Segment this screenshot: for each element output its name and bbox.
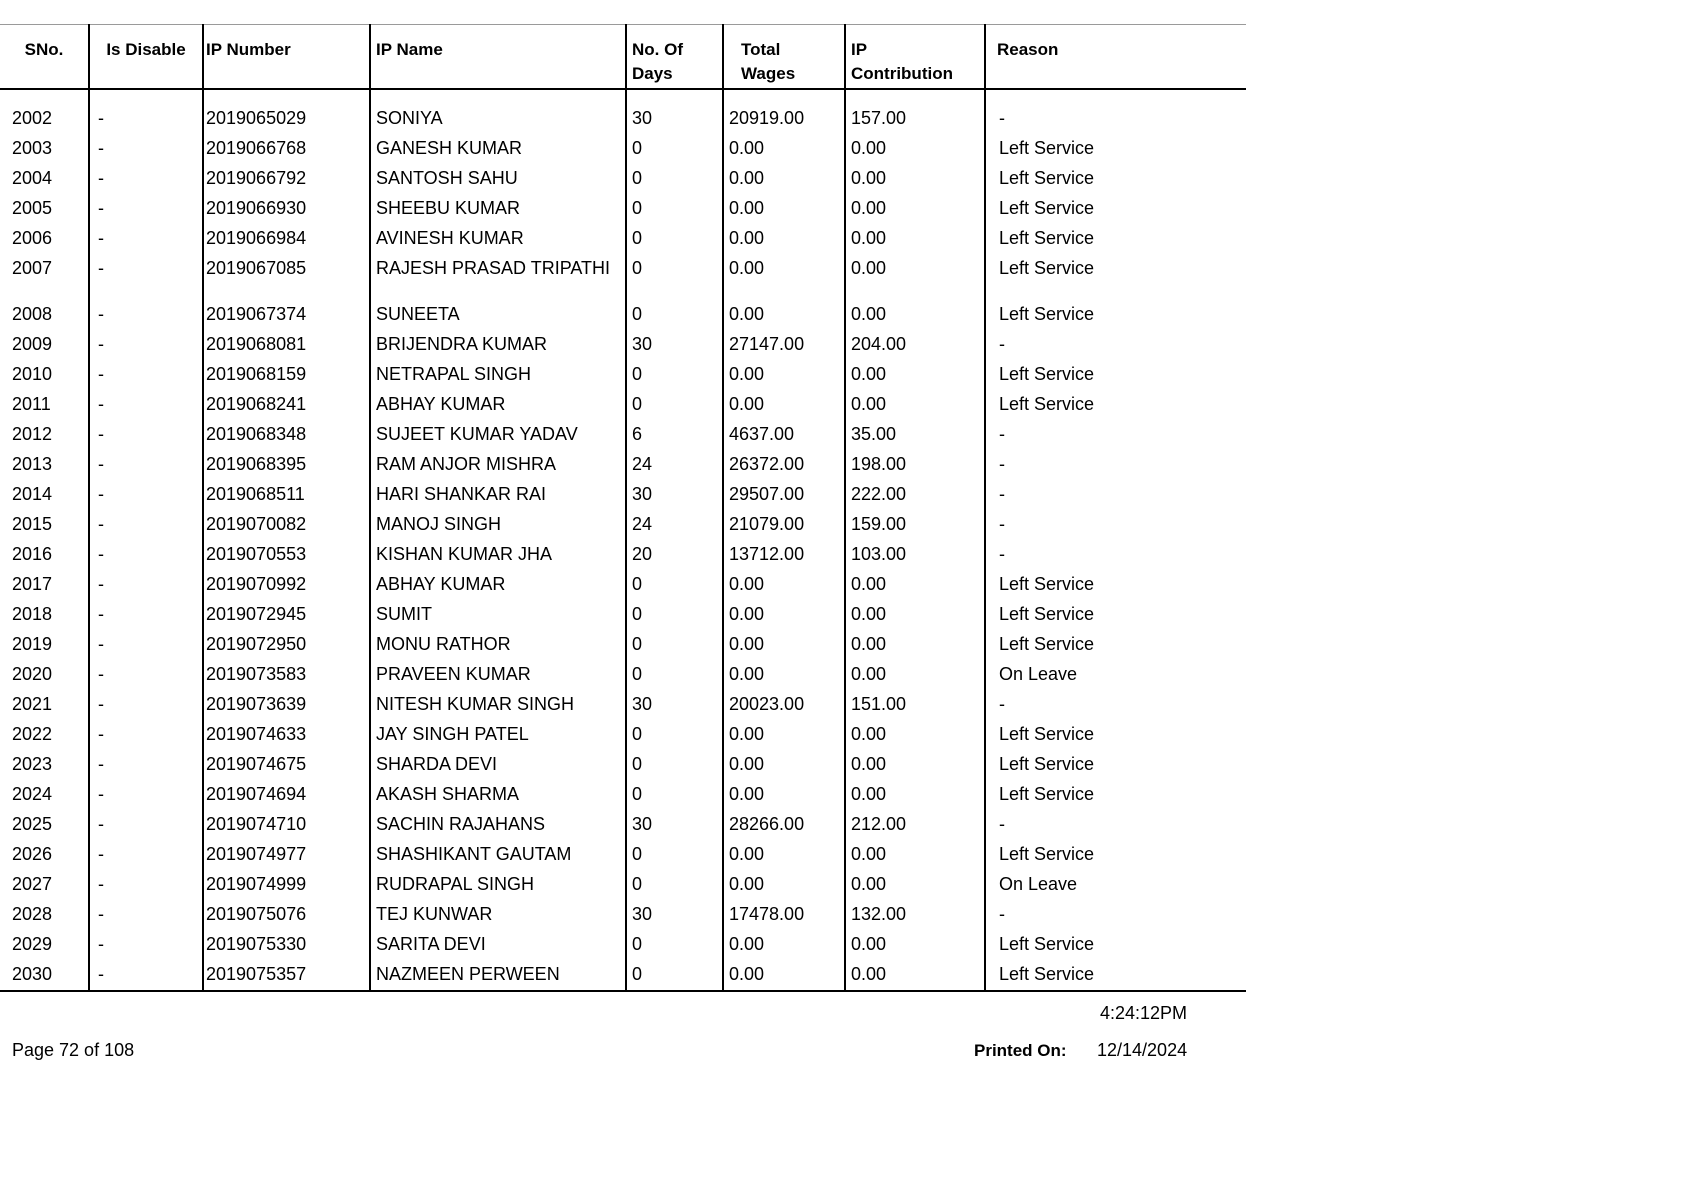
cell-no-of-days: 0: [626, 300, 723, 330]
cell-sno: 2015: [12, 514, 53, 534]
cell-no-of-days: 6: [626, 420, 723, 450]
cell-ip-number: 2019068395: [203, 450, 370, 480]
cell-ip-number: 2019070553: [203, 540, 370, 570]
cell-reason: Left Service: [985, 570, 1246, 600]
page-number: Page 72 of 108: [12, 1040, 135, 1060]
table-row: [0, 960, 1246, 991]
header-ip-contribution: IP Contribution: [845, 25, 985, 90]
cell-sno: 2004: [12, 168, 53, 188]
cell-sno: 2007: [12, 258, 53, 278]
cell-is-disable: -: [89, 960, 203, 991]
cell-total-wages: 20919.00: [723, 104, 845, 134]
cell-reason: Left Service: [985, 720, 1246, 750]
cell-ip-name: RAJESH PRASAD TRIPATHI: [370, 254, 626, 300]
cell-is-disable: -: [89, 480, 203, 510]
cell-is-disable: -: [89, 330, 203, 360]
cell-is-disable: -: [89, 420, 203, 450]
cell-reason: Left Service: [985, 750, 1246, 780]
cell-is-disable: -: [89, 630, 203, 660]
cell-ip-name: AVINESH KUMAR: [370, 224, 626, 254]
table-row: [0, 360, 1246, 390]
cell-no-of-days: 30: [626, 330, 723, 360]
cell-ip-name: RUDRAPAL SINGH: [370, 870, 626, 900]
cell-ip-number: 2019072950: [203, 630, 370, 660]
cell-no-of-days: 30: [626, 900, 723, 930]
cell-ip-number: 2019066768: [203, 134, 370, 164]
cell-total-wages: 0.00: [723, 600, 845, 630]
cell-ip-contribution: 103.00: [845, 540, 985, 570]
cell-ip-number: 2019066984: [203, 224, 370, 254]
cell-total-wages: 29507.00: [723, 480, 845, 510]
cell-total-wages: 0.00: [723, 570, 845, 600]
cell-no-of-days: 24: [626, 510, 723, 540]
cell-sno: 2010: [12, 364, 53, 384]
cell-total-wages: 0.00: [723, 960, 845, 991]
cell-ip-name: SARITA DEVI: [370, 930, 626, 960]
cell-reason: Left Service: [985, 840, 1246, 870]
cell-ip-number: 2019068159: [203, 360, 370, 390]
cell-sno: 2016: [12, 544, 53, 564]
cell-reason: -: [985, 810, 1246, 840]
cell-ip-name: NITESH KUMAR SINGH: [370, 690, 626, 720]
cell-ip-contribution: 0.00: [845, 164, 985, 194]
cell-reason: Left Service: [985, 360, 1246, 390]
cell-is-disable: -: [89, 870, 203, 900]
cell-ip-contribution: 0.00: [845, 134, 985, 164]
cell-no-of-days: 30: [626, 104, 723, 134]
table-row: [0, 720, 1246, 750]
cell-reason: On Leave: [985, 660, 1246, 690]
table-row: [0, 930, 1246, 960]
cell-no-of-days: 0: [626, 390, 723, 420]
cell-reason: Left Service: [985, 630, 1246, 660]
cell-ip-number: 2019067085: [203, 254, 370, 300]
table-row: [0, 810, 1246, 840]
cell-ip-number: 2019074710: [203, 810, 370, 840]
cell-total-wages: 0.00: [723, 750, 845, 780]
cell-ip-number: 2019075357: [203, 960, 370, 991]
cell-reason: Left Service: [985, 960, 1246, 991]
header-total-wages: Total Wages: [723, 25, 845, 90]
cell-total-wages: 0.00: [723, 360, 845, 390]
cell-reason: -: [985, 104, 1246, 134]
cell-reason: -: [985, 330, 1246, 360]
cell-is-disable: -: [89, 810, 203, 840]
column-tick: [88, 985, 90, 990]
cell-is-disable: -: [89, 224, 203, 254]
cell-total-wages: 0.00: [723, 780, 845, 810]
cell-ip-name: SUMIT: [370, 600, 626, 630]
cell-is-disable: -: [89, 750, 203, 780]
cell-sno: 2023: [12, 754, 53, 774]
cell-ip-contribution: 151.00: [845, 690, 985, 720]
cell-sno: 2009: [12, 334, 53, 354]
cell-total-wages: 0.00: [723, 930, 845, 960]
cell-is-disable: -: [89, 900, 203, 930]
cell-is-disable: -: [89, 164, 203, 194]
table-row: [0, 840, 1246, 870]
cell-ip-contribution: 0.00: [845, 194, 985, 224]
cell-is-disable: -: [89, 540, 203, 570]
cell-reason: Left Service: [985, 224, 1246, 254]
table-body: [0, 89, 1246, 991]
cell-ip-contribution: 157.00: [845, 104, 985, 134]
table-row: [0, 104, 1246, 134]
table-row: [0, 254, 1246, 300]
table-row: [0, 480, 1246, 510]
cell-is-disable: -: [89, 194, 203, 224]
cell-reason: Left Service: [985, 930, 1246, 960]
cell-ip-contribution: 35.00: [845, 420, 985, 450]
cell-ip-name: SHEEBU KUMAR: [370, 194, 626, 224]
cell-ip-name: SHASHIKANT GAUTAM: [370, 840, 626, 870]
cell-ip-contribution: 0.00: [845, 600, 985, 630]
cell-ip-contribution: 0.00: [845, 720, 985, 750]
table-row: [0, 540, 1246, 570]
cell-is-disable: -: [89, 570, 203, 600]
cell-sno: 2008: [12, 304, 53, 324]
column-tick: [369, 985, 371, 990]
cell-sno: 2028: [12, 904, 53, 924]
cell-total-wages: 17478.00: [723, 900, 845, 930]
cell-is-disable: -: [89, 104, 203, 134]
cell-total-wages: 0.00: [723, 870, 845, 900]
header-sno: SNo.: [0, 25, 89, 90]
table-row: [0, 600, 1246, 630]
cell-total-wages: 21079.00: [723, 510, 845, 540]
cell-sno: 2018: [12, 604, 53, 624]
cell-ip-contribution: 0.00: [845, 870, 985, 900]
cell-no-of-days: 0: [626, 960, 723, 991]
cell-is-disable: -: [89, 840, 203, 870]
header-row: [0, 25, 1246, 90]
cell-sno: 2029: [12, 934, 53, 954]
cell-no-of-days: 0: [626, 750, 723, 780]
cell-reason: Left Service: [985, 194, 1246, 224]
cell-ip-contribution: 0.00: [845, 390, 985, 420]
cell-ip-number: 2019073639: [203, 690, 370, 720]
cell-no-of-days: 20: [626, 540, 723, 570]
cell-ip-name: MANOJ SINGH: [370, 510, 626, 540]
table-row: [0, 900, 1246, 930]
table-row: [0, 164, 1246, 194]
cell-sno: 2026: [12, 844, 53, 864]
column-tick: [202, 985, 204, 990]
cell-ip-name: AKASH SHARMA: [370, 780, 626, 810]
column-tick: [625, 985, 627, 990]
cell-no-of-days: 0: [626, 224, 723, 254]
cell-sno: 2011: [12, 394, 51, 414]
header-reason: Reason: [985, 25, 1246, 90]
cell-ip-name: SUNEETA: [370, 300, 626, 330]
cell-is-disable: -: [89, 660, 203, 690]
cell-sno: 2006: [12, 228, 53, 248]
cell-ip-name: SACHIN RAJAHANS: [370, 810, 626, 840]
cell-reason: -: [985, 540, 1246, 570]
table-row: [0, 420, 1246, 450]
cell-ip-contribution: 212.00: [845, 810, 985, 840]
cell-ip-name: PRAVEEN KUMAR: [370, 660, 626, 690]
cell-ip-contribution: 0.00: [845, 360, 985, 390]
column-tick: [984, 985, 986, 990]
cell-sno: 2030: [0, 960, 89, 991]
cell-ip-number: 2019068241: [203, 390, 370, 420]
table-row: [0, 780, 1246, 810]
table-row: [0, 870, 1246, 900]
cell-ip-contribution: 0.00: [845, 960, 985, 991]
cell-ip-number: 2019075076: [203, 900, 370, 930]
cell-reason: On Leave: [985, 870, 1246, 900]
cell-ip-name: BRIJENDRA KUMAR: [370, 330, 626, 360]
cell-is-disable: -: [89, 780, 203, 810]
cell-no-of-days: 0: [626, 840, 723, 870]
table-row: [0, 134, 1246, 164]
cell-reason: -: [985, 510, 1246, 540]
cell-no-of-days: 0: [626, 254, 723, 300]
cell-no-of-days: 0: [626, 570, 723, 600]
cell-total-wages: 0.00: [723, 720, 845, 750]
cell-no-of-days: 0: [626, 134, 723, 164]
cell-ip-name: SANTOSH SAHU: [370, 164, 626, 194]
cell-reason: Left Service: [985, 134, 1246, 164]
cell-no-of-days: 0: [626, 930, 723, 960]
cell-ip-number: 2019070082: [203, 510, 370, 540]
cell-ip-contribution: 198.00: [845, 450, 985, 480]
printed-on-date: 12/14/2024: [1097, 1040, 1188, 1060]
cell-ip-number: 2019068511: [203, 480, 370, 510]
cell-ip-name: NAZMEEN PERWEEN: [370, 960, 626, 991]
cell-no-of-days: 30: [626, 690, 723, 720]
cell-is-disable: -: [89, 510, 203, 540]
table-row: [0, 510, 1246, 540]
cell-ip-number: 2019074694: [203, 780, 370, 810]
cell-ip-contribution: 0.00: [845, 750, 985, 780]
cell-ip-name: ABHAY KUMAR: [370, 390, 626, 420]
cell-ip-name: NETRAPAL SINGH: [370, 360, 626, 390]
cell-total-wages: 13712.00: [723, 540, 845, 570]
print-time: 4:24:12PM: [1100, 1003, 1188, 1023]
cell-no-of-days: 30: [626, 810, 723, 840]
cell-sno: 2025: [12, 814, 53, 834]
cell-reason: Left Service: [985, 164, 1246, 194]
cell-no-of-days: 0: [626, 630, 723, 660]
cell-no-of-days: 0: [626, 600, 723, 630]
cell-sno: 2014: [12, 484, 53, 504]
report-sheet: [0, 24, 1246, 992]
cell-ip-contribution: 159.00: [845, 510, 985, 540]
cell-no-of-days: 0: [626, 780, 723, 810]
table-row: [0, 330, 1246, 360]
cell-is-disable: -: [89, 254, 203, 300]
header-ip-name: IP Name: [370, 25, 626, 90]
cell-ip-name: HARI SHANKAR RAI: [370, 480, 626, 510]
cell-is-disable: -: [89, 600, 203, 630]
cell-ip-contribution: 0.00: [845, 660, 985, 690]
cell-is-disable: -: [89, 134, 203, 164]
cell-ip-name: SUJEET KUMAR YADAV: [370, 420, 626, 450]
cell-ip-number: 2019073583: [203, 660, 370, 690]
cell-ip-name: SHARDA DEVI: [370, 750, 626, 780]
cell-sno: 2013: [12, 454, 53, 474]
cell-reason: -: [985, 450, 1246, 480]
cell-sno: 2021: [12, 694, 53, 714]
table-row: [0, 390, 1246, 420]
table-header: [0, 25, 1246, 90]
cell-total-wages: 0.00: [723, 224, 845, 254]
table-row: [0, 690, 1246, 720]
cell-is-disable: -: [89, 690, 203, 720]
table-row: [0, 630, 1246, 660]
table-row: [0, 570, 1246, 600]
table-row: [0, 660, 1246, 690]
cell-sno: 2027: [12, 874, 53, 894]
column-tick: [722, 985, 724, 990]
cell-ip-number: 2019067374: [203, 300, 370, 330]
cell-ip-number: 2019070992: [203, 570, 370, 600]
cell-sno: 2005: [12, 198, 53, 218]
cell-total-wages: 4637.00: [723, 420, 845, 450]
printed-on-label: Printed On:: [974, 1041, 1067, 1060]
cell-is-disable: -: [89, 390, 203, 420]
column-tick: [844, 985, 846, 990]
cell-ip-number: 2019075330: [203, 930, 370, 960]
table-row: [0, 224, 1246, 254]
cell-no-of-days: 0: [626, 360, 723, 390]
cell-reason: Left Service: [985, 390, 1246, 420]
contribution-table: [0, 24, 1246, 992]
cell-ip-contribution: 222.00: [845, 480, 985, 510]
cell-ip-contribution: 0.00: [845, 254, 985, 300]
table-row: [0, 300, 1246, 330]
cell-reason: -: [985, 420, 1246, 450]
table-row: [0, 450, 1246, 480]
cell-reason: Left Service: [985, 300, 1246, 330]
cell-total-wages: 0.00: [723, 164, 845, 194]
cell-sno: 2022: [12, 724, 53, 744]
cell-total-wages: 26372.00: [723, 450, 845, 480]
cell-reason: -: [985, 900, 1246, 930]
cell-total-wages: 27147.00: [723, 330, 845, 360]
cell-total-wages: 0.00: [723, 194, 845, 224]
cell-is-disable: -: [89, 930, 203, 960]
header-no-of-days: No. Of Days: [626, 25, 723, 90]
cell-ip-name: GANESH KUMAR: [370, 134, 626, 164]
cell-ip-contribution: 0.00: [845, 570, 985, 600]
cell-ip-number: 2019068348: [203, 420, 370, 450]
cell-no-of-days: 0: [626, 164, 723, 194]
cell-ip-number: 2019074977: [203, 840, 370, 870]
cell-sno: 2020: [12, 664, 53, 684]
cell-reason: Left Service: [985, 780, 1246, 810]
cell-is-disable: -: [89, 450, 203, 480]
cell-no-of-days: 0: [626, 870, 723, 900]
cell-ip-name: ABHAY KUMAR: [370, 570, 626, 600]
cell-ip-number: 2019072945: [203, 600, 370, 630]
cell-reason: Left Service: [985, 600, 1246, 630]
cell-no-of-days: 24: [626, 450, 723, 480]
cell-total-wages: 0.00: [723, 300, 845, 330]
cell-ip-number: 2019074999: [203, 870, 370, 900]
cell-total-wages: 0.00: [723, 390, 845, 420]
cell-ip-name: JAY SINGH PATEL: [370, 720, 626, 750]
cell-total-wages: 0.00: [723, 630, 845, 660]
cell-ip-contribution: 204.00: [845, 330, 985, 360]
cell-reason: -: [985, 690, 1246, 720]
cell-is-disable: -: [89, 720, 203, 750]
cell-sno: 2003: [12, 138, 53, 158]
cell-ip-contribution: 0.00: [845, 840, 985, 870]
cell-no-of-days: 30: [626, 480, 723, 510]
cell-total-wages: 0.00: [723, 134, 845, 164]
cell-is-disable: -: [89, 300, 203, 330]
cell-ip-contribution: 132.00: [845, 900, 985, 930]
cell-ip-number: 2019065029: [203, 104, 370, 134]
cell-reason: Left Service: [985, 254, 1246, 300]
cell-ip-number: 2019074675: [203, 750, 370, 780]
cell-sno: 2024: [12, 784, 53, 804]
cell-reason: -: [985, 480, 1246, 510]
cell-ip-contribution: 0.00: [845, 300, 985, 330]
cell-total-wages: 0.00: [723, 254, 845, 300]
cell-ip-name: TEJ KUNWAR: [370, 900, 626, 930]
cell-ip-contribution: 0.00: [845, 780, 985, 810]
cell-ip-name: KISHAN KUMAR JHA: [370, 540, 626, 570]
cell-no-of-days: 0: [626, 194, 723, 224]
cell-sno: 2012: [12, 424, 53, 444]
cell-no-of-days: 0: [626, 720, 723, 750]
cell-ip-number: 2019066930: [203, 194, 370, 224]
cell-total-wages: 28266.00: [723, 810, 845, 840]
cell-no-of-days: 0: [626, 660, 723, 690]
cell-ip-number: 2019066792: [203, 164, 370, 194]
cell-ip-number: 2019068081: [203, 330, 370, 360]
cell-sno: 2019: [12, 634, 53, 654]
cell-ip-contribution: 0.00: [845, 224, 985, 254]
cell-sno: 2002: [12, 108, 53, 128]
cell-ip-number: 2019074633: [203, 720, 370, 750]
cell-ip-name: RAM ANJOR MISHRA: [370, 450, 626, 480]
table-row: [0, 750, 1246, 780]
cell-sno: 2017: [12, 574, 53, 594]
cell-total-wages: 0.00: [723, 660, 845, 690]
cell-total-wages: 0.00: [723, 840, 845, 870]
cell-total-wages: 20023.00: [723, 690, 845, 720]
spacer-row: [0, 89, 1246, 104]
header-ip-number: IP Number: [203, 25, 370, 90]
cell-ip-name: SONIYA: [370, 104, 626, 134]
header-is-disable: Is Disable: [89, 25, 203, 90]
cell-ip-contribution: 0.00: [845, 930, 985, 960]
cell-ip-name: MONU RATHOR: [370, 630, 626, 660]
cell-ip-contribution: 0.00: [845, 630, 985, 660]
table-row: [0, 194, 1246, 224]
cell-is-disable: -: [89, 360, 203, 390]
